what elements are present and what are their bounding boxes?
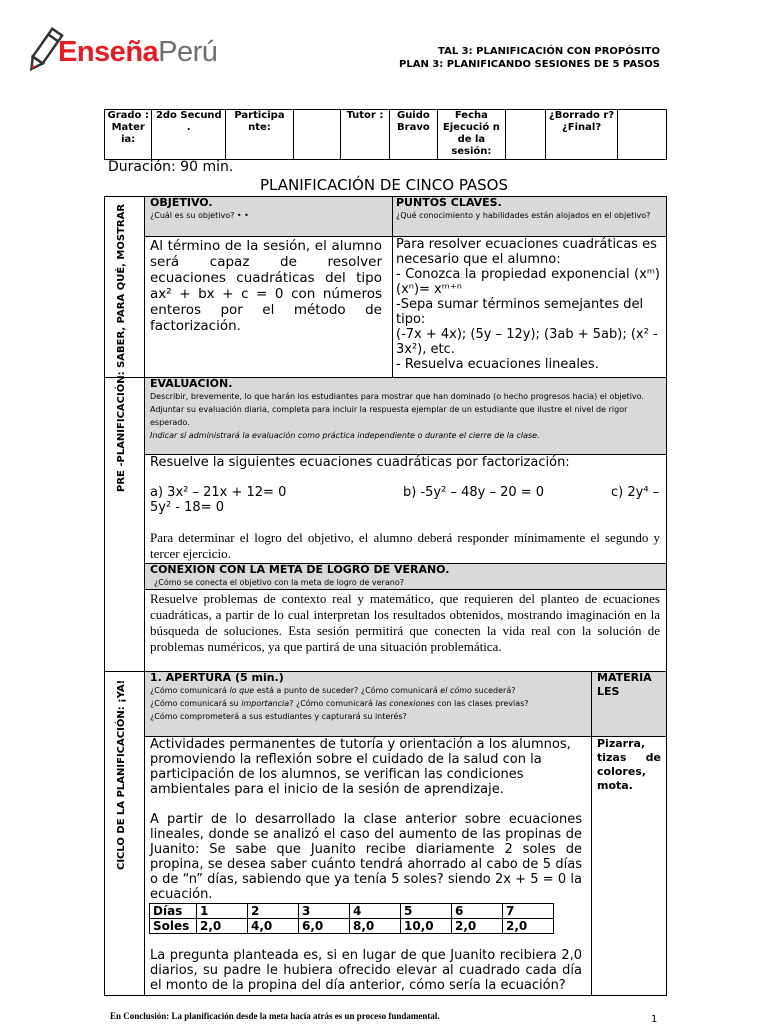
logo-wordmark <box>58 36 217 69</box>
grado-value: 2do Secund . <box>152 110 226 160</box>
q2-part: las conexiones <box>375 699 435 708</box>
footer-note: En Conclusión: La planificación desde la meta hacia atrás es un proceso fundamental. <box>110 1011 440 1021</box>
materiales-text: Pizarra, tizas de colores, mota. <box>597 737 661 792</box>
q1-part: lo que <box>229 686 255 695</box>
dias-cell: 7 <box>503 904 554 919</box>
fecha-value[interactable] <box>505 110 545 160</box>
eq-c-cont: 5y² - 18= 0 <box>150 500 224 515</box>
apertura-q3: ¿Cómo comprometerá a sus estudiantes y capturará su interés? <box>150 712 407 721</box>
side-column-line <box>144 196 145 996</box>
conexion-text: Resuelve problemas de contexto real y matemático, que requieren del planteo de ecuaciones cuadráticas, a partir de lo cual interpretan los resultados obtenidos, mostrando imaginación en la búsqueda de soluciones. Esta sesión permitirá que conecten la vida real con la solución de problemas numéricos, ya que partirá de una situación problemática. <box>150 591 660 654</box>
grado-label: Grado : Mater ia: <box>105 110 152 160</box>
apertura-para3: La pregunta planteada es, si en lugar de que Juanito recibiera 2,0 diarios, su padre le hubiera ofrecido elevar al cuadrado cada día el monto de la propina del día anterior, cómo sería la ecuación? <box>150 948 582 993</box>
q2-part: ? ¿Cómo comunicará <box>289 699 376 708</box>
conexion-heading: CONEXIÓN CON LA META DE LOGRO DE VERANO. <box>150 563 450 576</box>
puntos-body <box>396 237 660 372</box>
eq-c: c) 2y⁴ – <box>611 485 660 500</box>
q2-part: ¿Cómo comunicará su <box>150 699 242 708</box>
side-label-ciclo: CICLO DE LA PLANIFICACIÓN: ¡YA! <box>116 679 127 870</box>
logo-part1: Enseña <box>58 36 159 68</box>
apertura-q1 <box>150 684 590 697</box>
tutor-label: Tutor : <box>341 110 390 160</box>
info-table <box>104 109 667 160</box>
puntos-item3: (-7x + 4x); (5y – 12y); (3ab + 5ab); (x² - 3x²), etc. <box>396 327 658 357</box>
q2-part: importancia <box>241 699 290 708</box>
borrador-label: ¿Borrado r? ¿Final? <box>545 110 618 160</box>
q1-part: sucederá? <box>471 686 516 695</box>
conexion-question: ¿Cómo se conecta el objetivo con la meta de logro de verano? <box>154 578 404 587</box>
objetivo-question: ¿Cuál es su objetivo? • • <box>150 211 249 220</box>
dias-cell: Días <box>150 904 197 919</box>
puntos-item1: - Conozca la propiedad exponencial (xᵐ)(xⁿ)= xᵐ⁺ⁿ <box>396 267 660 297</box>
rule <box>145 589 667 590</box>
soles-cell: 6,0 <box>299 919 350 934</box>
q1-part: ¿Cómo comunicará <box>150 686 230 695</box>
apertura-q2 <box>150 697 590 710</box>
apertura-questions <box>150 684 590 723</box>
objetivo-divider <box>392 196 393 377</box>
q1-part: está a punto de suceder? ¿Cómo comunicará <box>254 686 441 695</box>
materiales-divider <box>591 671 592 996</box>
borrador-value[interactable] <box>618 110 667 160</box>
page-title: PLANIFICACIÓN DE CINCO PASOS <box>259 176 509 194</box>
tutor-value: Guido Bravo <box>389 110 438 160</box>
header-line2: PLAN 3: PLANIFICANDO SESIONES DE 5 PASOS <box>399 59 660 70</box>
soles-cell: 10,0 <box>401 919 452 934</box>
page-number: 1 <box>651 1014 658 1025</box>
dias-cell: 2 <box>248 904 299 919</box>
dias-cell: 5 <box>401 904 452 919</box>
q2-part: con las clases previas? <box>434 699 529 708</box>
soles-cell: 4,0 <box>248 919 299 934</box>
evaluacion-q2: Adjuntar su evaluación diaria, completa para incluir la respuesta ejemplar de un estudiante que ilustre el nivel de rigor esperado. <box>150 405 628 427</box>
apertura-para2: A partir de lo desarrollado la clase anterior sobre ecuaciones lineales, donde se analizó el caso del aumento de las propinas de Juanito: Se sabe que Juanito recibe diariamente 2 soles de propina, se desea saber cuánto tendrá ahorrado al cabo de 5 días o de “n” días, sabiendo que ya tenía 5 soles? siendo 2x + 5 = 0 la ecuación. <box>150 812 582 902</box>
puntos-heading: PUNTOS CLAVES. <box>396 196 502 209</box>
evaluacion-text: Resuelve la siguientes ecuaciones cuadráticas por factorización: <box>150 455 570 470</box>
dias-cell: 6 <box>452 904 503 919</box>
puntos-item4: - Resuelva ecuaciones lineales. <box>396 357 599 372</box>
puntos-intro: Para resolver ecuaciones cuadráticas es necesario que el alumno: <box>396 237 657 267</box>
header-line1: TAL 3: PLANIFICACIÓN CON PROPÓSITO <box>438 46 660 57</box>
evaluacion-heading: EVALUACIÓN. <box>150 377 233 390</box>
evaluacion-logro: Para determinar el logro del objetivo, el alumno deberá responder mínimamente el segundo y tercer ejercicio. <box>150 530 660 561</box>
dias-cell: 1 <box>197 904 248 919</box>
participante-value[interactable] <box>293 110 340 160</box>
soles-cell: 2,0 <box>197 919 248 934</box>
logo-part2: Perú <box>158 36 218 68</box>
objetivo-heading: OBJETIVO. <box>150 196 213 209</box>
soles-cell: 2,0 <box>503 919 554 934</box>
q1-part: el cómo <box>440 686 472 695</box>
duration: Duración: 90 min. <box>108 159 234 175</box>
puntos-item2: -Sepa sumar términos semejantes del tipo: <box>396 297 644 327</box>
apertura-heading: 1. APERTURA (5 min.) <box>150 671 284 684</box>
puntos-question: ¿Qué conocimiento y habilidades están alojados en el objetivo? <box>396 211 651 220</box>
header-titles <box>399 45 660 71</box>
evaluacion-q1: Describir, brevemente, lo que harán los estudiantes para mostrar que han dominado (o hecho progresos hacia) el objetivo. <box>150 392 644 401</box>
soles-cell: 8,0 <box>350 919 401 934</box>
participante-label: Participa nte: <box>226 110 293 160</box>
dias-cell: 4 <box>350 904 401 919</box>
side-label-pre: PRE -PLANIFICACIÓN: SABER, PARA QUÉ, MOSTRAR <box>116 203 127 492</box>
eq-a: a) 3x² – 21x + 12= 0 <box>150 485 287 500</box>
evaluacion-q3: Indicar si administrará la evaluación como práctica independiente o durante el cierre de la clase. <box>150 431 540 440</box>
dias-soles-table <box>149 903 554 934</box>
dias-cell: 3 <box>299 904 350 919</box>
evaluacion-questions <box>150 390 662 442</box>
apertura-para1: Actividades permanentes de tutoría y orientación a los alumnos, promoviendo la reflexión sobre el cuidado de la salud con la participación de los alumnos, se verifican las condiciones ambientales para el inicio de la sesión de aprendizaje. <box>150 737 571 797</box>
materiales-heading: MATERIA LES <box>597 671 652 698</box>
objetivo-text: Al término de la sesión, el alumno será capaz de resolver ecuaciones cuadráticas del tipo ax² + bx + c = 0 con números enteros por el método de factorización. <box>150 238 382 334</box>
soles-cell: 2,0 <box>452 919 503 934</box>
eq-b: b) -5y² – 48y – 20 = 0 <box>403 485 545 500</box>
fecha-label: Fecha Ejecució n de la sesión: <box>438 110 505 160</box>
soles-cell: Soles <box>150 919 197 934</box>
